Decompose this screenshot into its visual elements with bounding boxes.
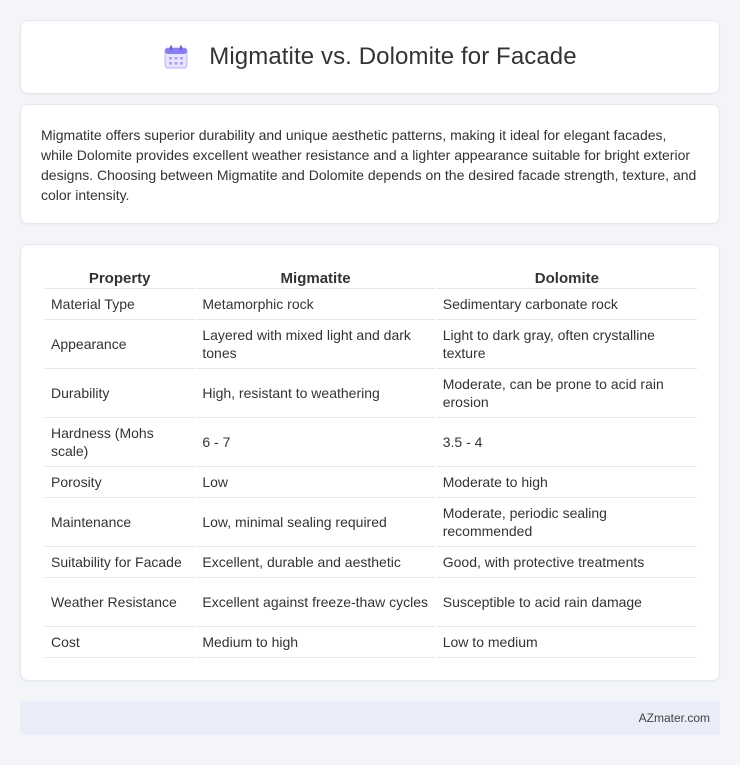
table-row — [45, 547, 697, 578]
migmatite-cell: Low, minimal sealing required — [196, 498, 434, 547]
migmatite-cell: 6 - 7 — [196, 418, 434, 467]
dolomite-cell: Susceptible to acid rain damage — [437, 578, 697, 627]
intro-card — [20, 104, 720, 224]
comparison-table — [43, 265, 699, 658]
calendar-icon — [163, 44, 189, 70]
dolomite-cell: Light to dark gray, often crystalline texture — [437, 320, 697, 369]
table-row — [45, 578, 697, 627]
dolomite-cell: Moderate to high — [437, 467, 697, 498]
property-cell: Suitability for Facade — [45, 547, 194, 578]
property-cell: Cost — [45, 627, 194, 658]
dolomite-cell: Sedimentary carbonate rock — [437, 289, 697, 320]
comparison-table-card — [20, 244, 720, 681]
footer-brand: AZmater.com — [638, 711, 710, 725]
migmatite-cell: High, resistant to weathering — [196, 369, 434, 418]
table-row — [45, 289, 697, 320]
dolomite-cell: Good, with protective treatments — [437, 547, 697, 578]
table-header-row — [45, 265, 697, 289]
dolomite-cell: Moderate, can be prone to acid rain erosion — [437, 369, 697, 418]
property-cell: Appearance — [45, 320, 194, 369]
header-migmatite: Migmatite — [196, 265, 434, 289]
property-cell: Durability — [45, 369, 194, 418]
dolomite-cell: 3.5 - 4 — [437, 418, 697, 467]
property-cell: Material Type — [45, 289, 194, 320]
page-title: Migmatite vs. Dolomite for Facade — [209, 43, 577, 70]
migmatite-cell: Low — [196, 467, 434, 498]
table-row — [45, 320, 697, 369]
property-cell: Hardness (Mohs scale) — [45, 418, 194, 467]
footer — [20, 701, 720, 735]
table-row — [45, 627, 697, 658]
property-cell: Weather Resistance — [45, 578, 194, 627]
intro-text: Migmatite offers superior durability and unique aesthetic patterns, making it ideal for elegant facades, while Dolomite provides excellent weather resistance and a lighter appearance suitable for bright exterior designs. Choosing between Migmatite and Dolomite depends on the desired facade strength, texture, and color intensity. — [41, 127, 697, 203]
migmatite-cell: Excellent, durable and aesthetic — [196, 547, 434, 578]
migmatite-cell: Excellent against freeze-thaw cycles — [196, 578, 434, 627]
property-cell: Porosity — [45, 467, 194, 498]
property-cell: Maintenance — [45, 498, 194, 547]
header-dolomite: Dolomite — [437, 265, 697, 289]
migmatite-cell: Layered with mixed light and dark tones — [196, 320, 434, 369]
header-property: Property — [45, 265, 194, 289]
migmatite-cell: Metamorphic rock — [196, 289, 434, 320]
table-row — [45, 498, 697, 547]
dolomite-cell: Low to medium — [437, 627, 697, 658]
migmatite-cell: Medium to high — [196, 627, 434, 658]
dolomite-cell: Moderate, periodic sealing recommended — [437, 498, 697, 547]
table-row — [45, 467, 697, 498]
table-row — [45, 418, 697, 467]
title-card — [20, 20, 720, 94]
table-row — [45, 369, 697, 418]
